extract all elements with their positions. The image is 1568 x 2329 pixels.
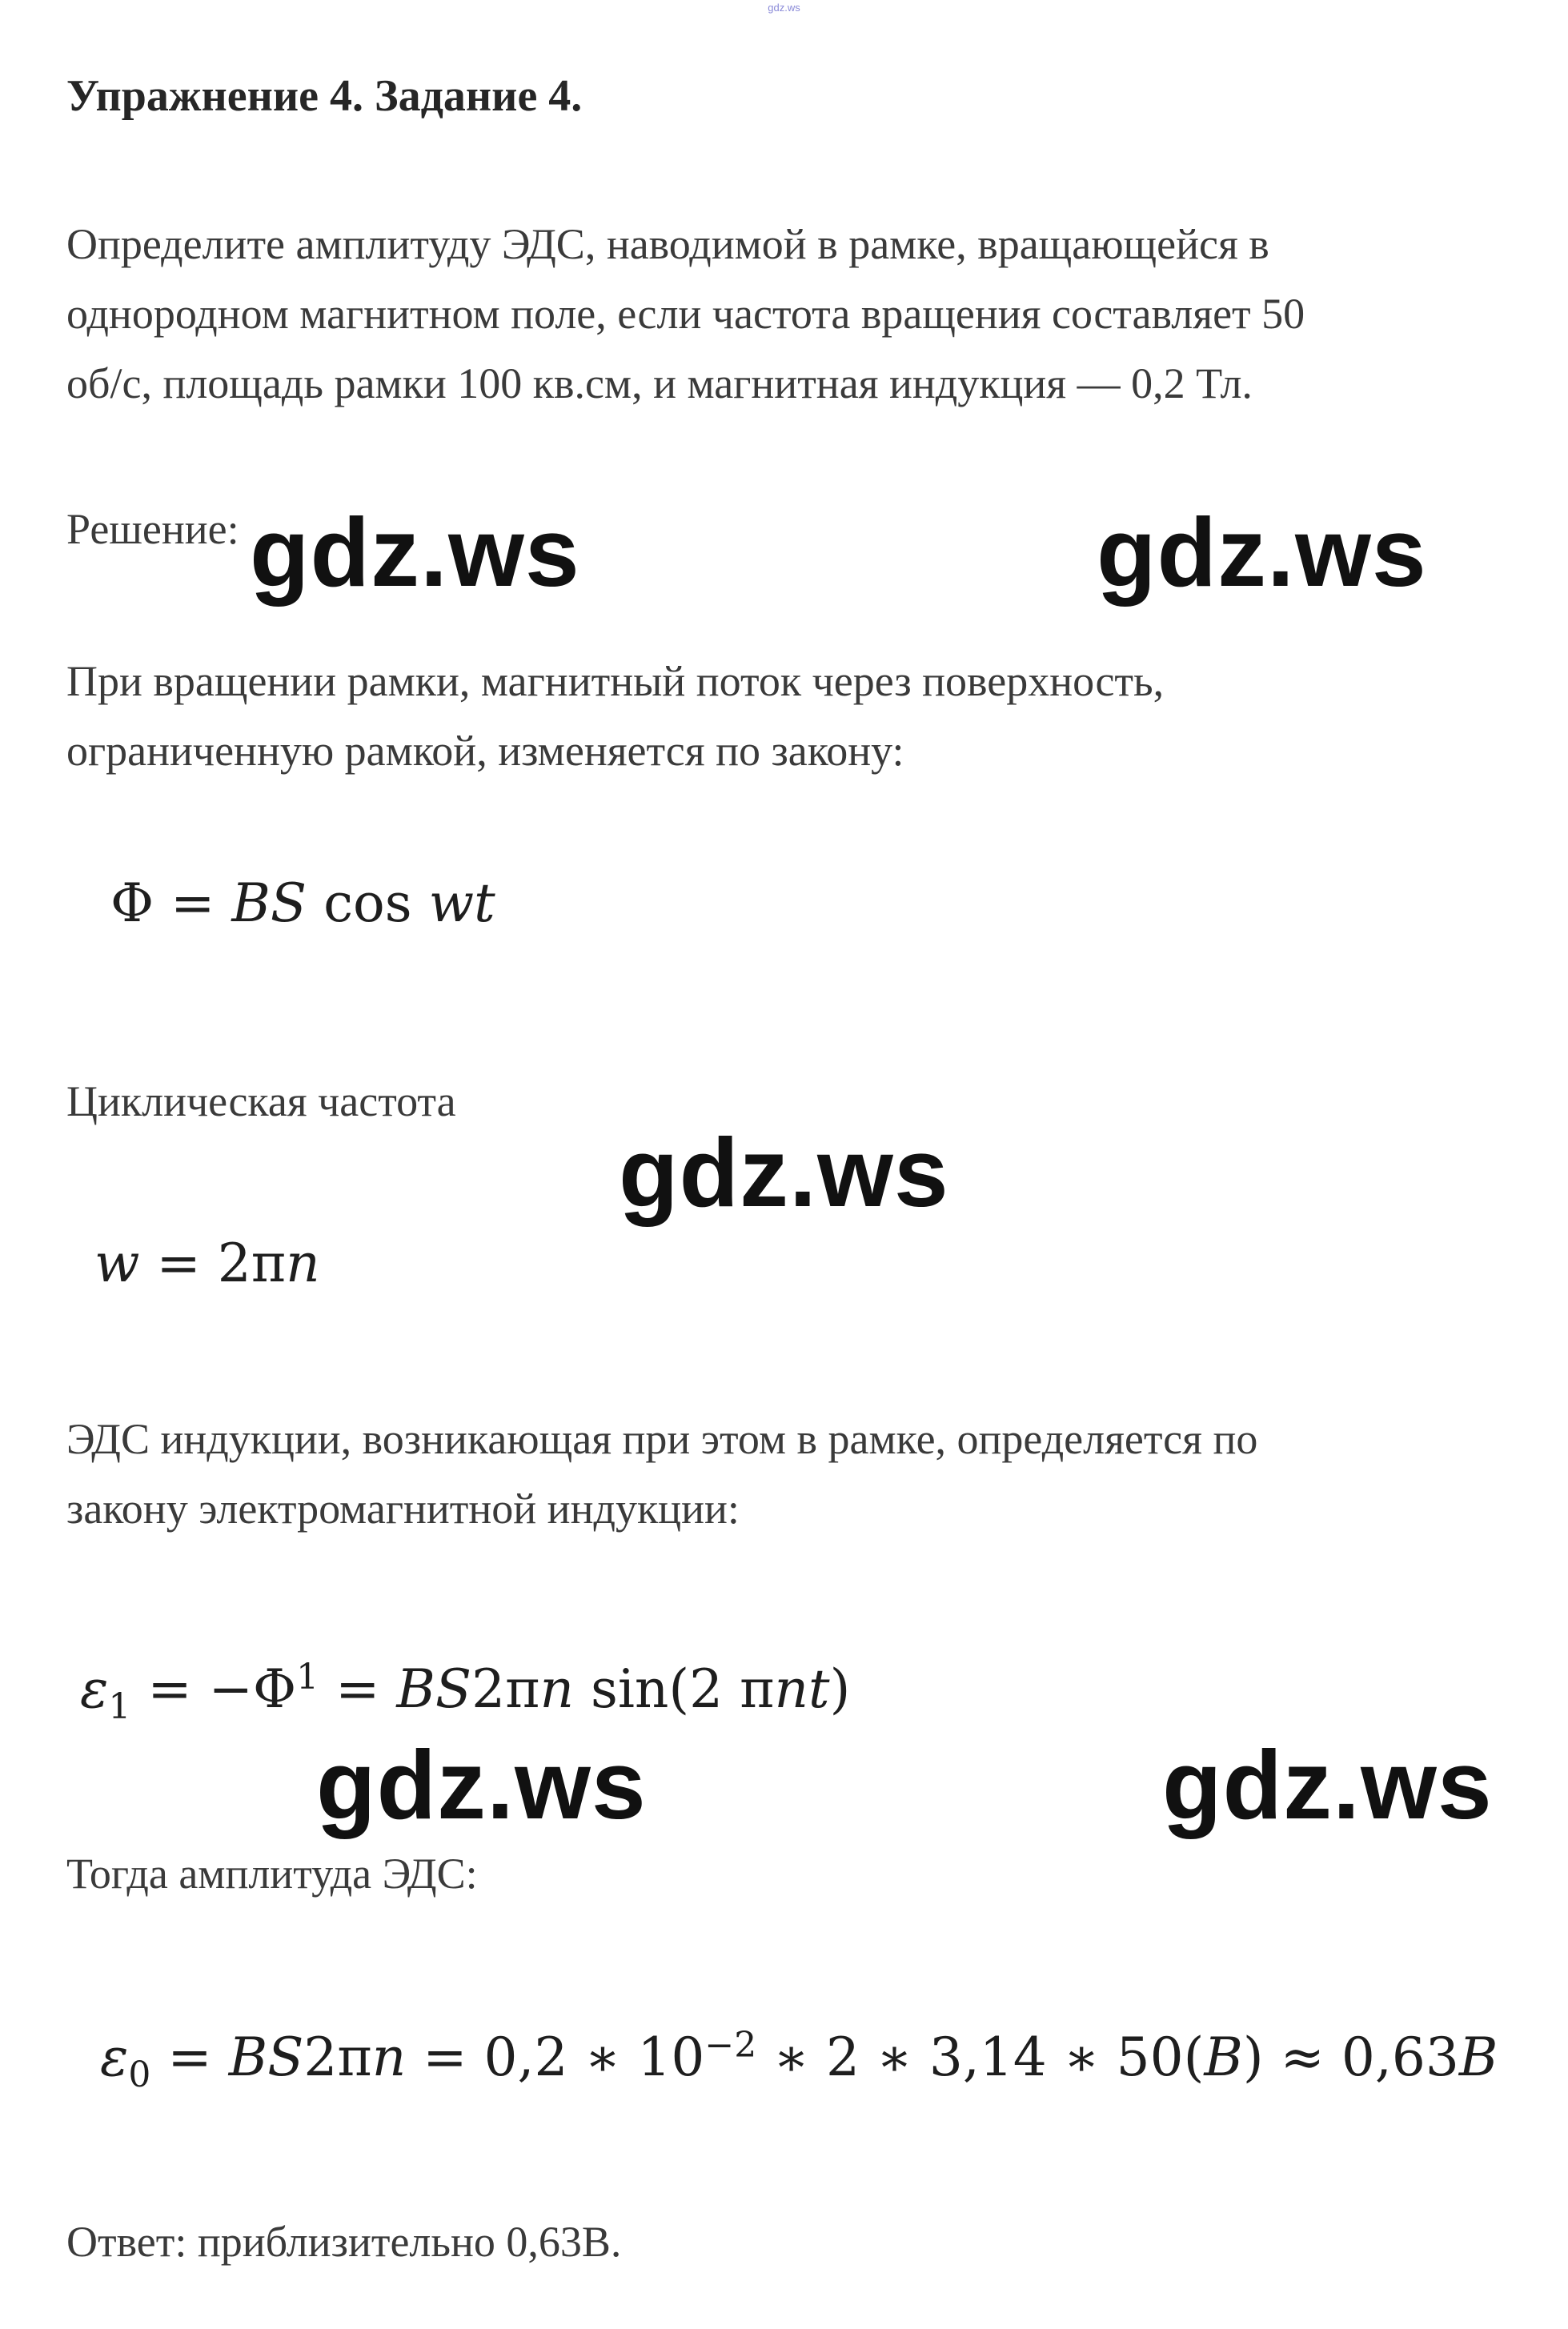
formula-part: n <box>371 2026 407 2088</box>
formula-part: 1 <box>296 1657 319 1698</box>
problem-line: об/с, площадь рамки 100 кв.см, и магнитная индукция — 0,2 Тл. <box>66 359 1253 407</box>
formula-part: ∗ 2 ∗ 3,14 ∗ 50( <box>756 2026 1205 2088</box>
emf-line: закону электромагнитной индукции: <box>66 1485 740 1533</box>
top-watermark-label: gdz.ws <box>768 2 800 14</box>
problem-line: однородном магнитном поле, если частота вращения составляет 50 <box>66 290 1305 338</box>
formula-part: = <box>154 872 232 934</box>
formula-part: B <box>1204 2026 1243 2088</box>
watermark-text: gdz.ws <box>316 1730 647 1839</box>
formula-part: w <box>94 1233 140 1294</box>
formula-part: n <box>286 1233 320 1294</box>
watermark-text: gdz.ws <box>1162 1730 1493 1839</box>
formula-part: nt <box>774 1658 830 1720</box>
formula-part: sin(2 π <box>573 1658 775 1720</box>
formula-part: 1 <box>108 1686 131 1728</box>
formula-part: ε <box>80 1658 109 1720</box>
formula-part: 2π <box>303 2026 372 2088</box>
problem-statement <box>66 210 1507 419</box>
formula-part: Φ <box>110 872 154 934</box>
formula-part: = 2π <box>139 1233 287 1294</box>
formula-part: B <box>1458 2026 1498 2088</box>
formula-part: BS <box>231 872 307 934</box>
formula-part: BS <box>228 2026 304 2088</box>
formula-emf <box>80 1657 850 1727</box>
formula-part: −2 <box>704 2025 757 2066</box>
flux-line: При вращении рамки, магнитный поток через поверхность, <box>66 657 1165 705</box>
watermark-text: gdz.ws <box>250 498 580 607</box>
formula-part: = 0,2 ∗ 10 <box>406 2026 705 2088</box>
flux-explanation <box>66 647 1507 786</box>
formula-part: ) <box>829 1658 851 1720</box>
watermark-text: gdz.ws <box>619 1118 949 1227</box>
formula-part: 0 <box>128 2054 151 2096</box>
formula-part: ε <box>100 2026 129 2088</box>
formula-flux <box>110 872 495 934</box>
answer-line: Ответ: приблизительно 0,63В. <box>66 2218 622 2266</box>
formula-part: n <box>539 1658 574 1720</box>
formula-part: ) ≈ 0,63 <box>1242 2026 1459 2088</box>
formula-part: = −Φ <box>130 1658 297 1720</box>
emf-explanation <box>66 1405 1507 1544</box>
formula-part: 2π <box>471 1658 540 1720</box>
emf-line: ЭДС индукции, возникающая при этом в рамке, определяется по <box>66 1415 1258 1463</box>
amplitude-label: Тогда амплитуда ЭДС: <box>66 1850 478 1898</box>
exercise-title: Упражнение 4. Задание 4. <box>66 71 583 121</box>
formula-part: wt <box>428 872 495 934</box>
formula-part: = <box>319 1658 397 1720</box>
formula-amplitude <box>100 2025 1498 2095</box>
solution-label: Решение: <box>66 505 239 553</box>
formula-part: = <box>150 2026 229 2088</box>
formula-part: cos <box>307 872 429 934</box>
problem-line: Определите амплитуду ЭДС, наводимой в рамке, вращающейся в <box>66 220 1269 268</box>
flux-line: ограниченную рамкой, изменяется по закону: <box>66 727 904 775</box>
watermark-text: gdz.ws <box>1097 498 1427 607</box>
formula-omega <box>94 1233 320 1294</box>
formula-part: BS <box>396 1658 472 1720</box>
cyclic-frequency-label: Циклическая частота <box>66 1077 456 1125</box>
